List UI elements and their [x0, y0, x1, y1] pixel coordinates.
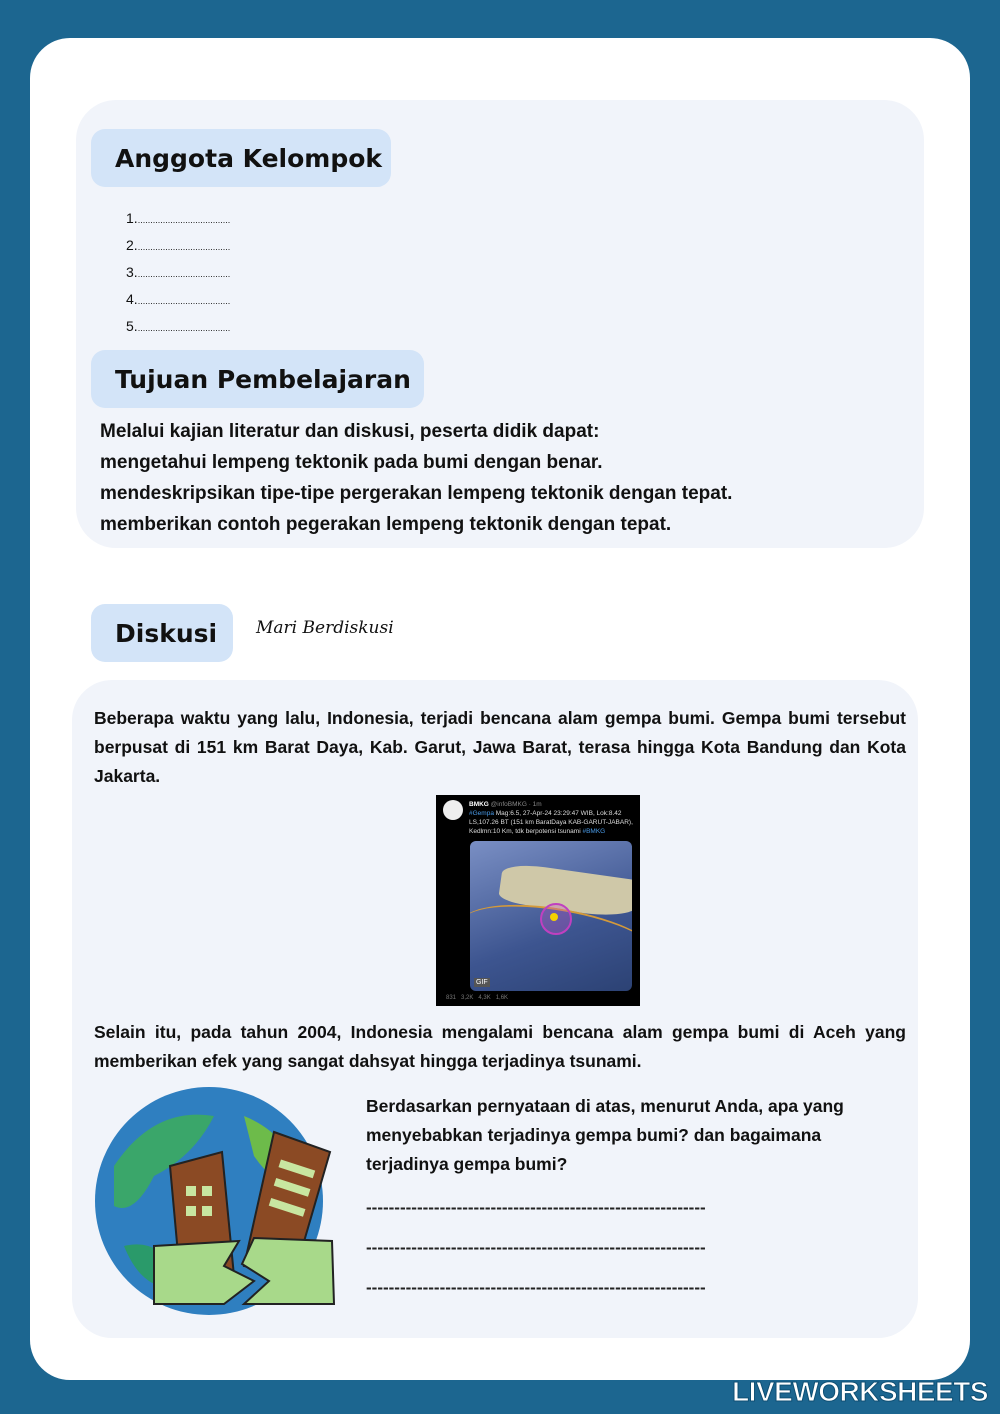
members-heading: Anggota Kelompok: [91, 129, 391, 187]
tweet-hashtag[interactable]: #BMKG: [582, 828, 606, 835]
answer-line[interactable]: ------------------------------------------------------------: [366, 1238, 706, 1257]
gif-badge: GIF: [476, 979, 488, 986]
liveworksheets-logo: LIVEWORKSHEETS: [732, 1376, 988, 1407]
earthquake-map: [470, 841, 632, 991]
objective-item: memberikan contoh pegerakan lempeng tektonik dengan tepat.: [100, 514, 672, 535]
paragraph-1: Beberapa waktu yang lalu, Indonesia, terjadi bencana alam gempa bumi. Gempa bumi tersebut berpusat di 151 km Barat Daya, Kab. Garut, Jawa Barat, terasa hingga Kota Bandung dan Kota Jakarta.: [94, 708, 906, 786]
member-entry[interactable]: [126, 260, 230, 287]
objective-intro: Melalui kajian literatur dan diskusi, peserta didik dapat:: [100, 421, 600, 442]
bmkg-logo-icon: [443, 800, 463, 820]
member-blank[interactable]: .....................................: [137, 296, 231, 306]
member-blank[interactable]: .....................................: [137, 269, 231, 279]
objectives-heading: Tujuan Pembelajaran: [91, 350, 424, 408]
discussion-content: [94, 704, 906, 1318]
member-entry[interactable]: [126, 314, 230, 341]
discussion-subtitle: Mari Berdiskusi: [256, 618, 394, 638]
member-entry[interactable]: [126, 287, 230, 314]
member-blank[interactable]: .....................................: [137, 242, 231, 252]
member-number: 4.: [126, 291, 138, 307]
member-blank[interactable]: .....................................: [137, 215, 231, 225]
tweet-account: BMKG: [469, 801, 489, 808]
member-number: 1.: [126, 210, 138, 226]
answer-line[interactable]: ------------------------------------------------------------: [366, 1278, 706, 1297]
member-entry[interactable]: [126, 233, 230, 260]
tweet-text: Mag:6.5, 27-Apr-24 23:29:47 WIB, Lok:8.42 LS,107.26 BT (151 km BaratDaya KAB-GARUT-JABAR), Kedlmn:10 Km, tdk berpotensi tsunami: [469, 810, 633, 835]
earthquake-earth-illustration: [94, 1086, 336, 1318]
member-number: 3.: [126, 264, 138, 280]
tweet-hashtag[interactable]: #Gempa: [469, 810, 494, 817]
objective-item: mendeskripsikan tipe-tipe pergerakan lempeng tektonik dengan tepat.: [100, 483, 733, 504]
member-number: 2.: [126, 237, 138, 253]
member-blank[interactable]: .....................................: [137, 323, 231, 333]
objective-item: mengetahui lempeng tektonik pada bumi dengan benar.: [100, 452, 603, 473]
paragraph-2: Selain itu, pada tahun 2004, Indonesia mengalami bencana alam gempa bumi di Aceh yang memberikan efek yang sangat dahsyat hingga terjadinya tsunami.: [94, 1022, 906, 1071]
member-entry[interactable]: [126, 206, 230, 233]
answer-line[interactable]: ------------------------------------------------------------: [366, 1198, 706, 1217]
tweet-stats: 831 3,2K 4,3K 1,6K: [446, 995, 509, 1001]
discussion-heading: Diskusi: [91, 604, 233, 662]
members-list: [126, 206, 230, 341]
question-text: Berdasarkan pernyataan di atas, menurut Anda, apa yang menyebabkan terjadinya gempa bumi? dan bagaimana terjadinya gempa bumi?: [366, 1096, 844, 1174]
member-number: 5.: [126, 318, 138, 334]
tweet-handle: @infoBMKG · 1m: [490, 801, 542, 808]
bmkg-tweet-image: [436, 795, 640, 1006]
objectives-text: [100, 416, 900, 540]
